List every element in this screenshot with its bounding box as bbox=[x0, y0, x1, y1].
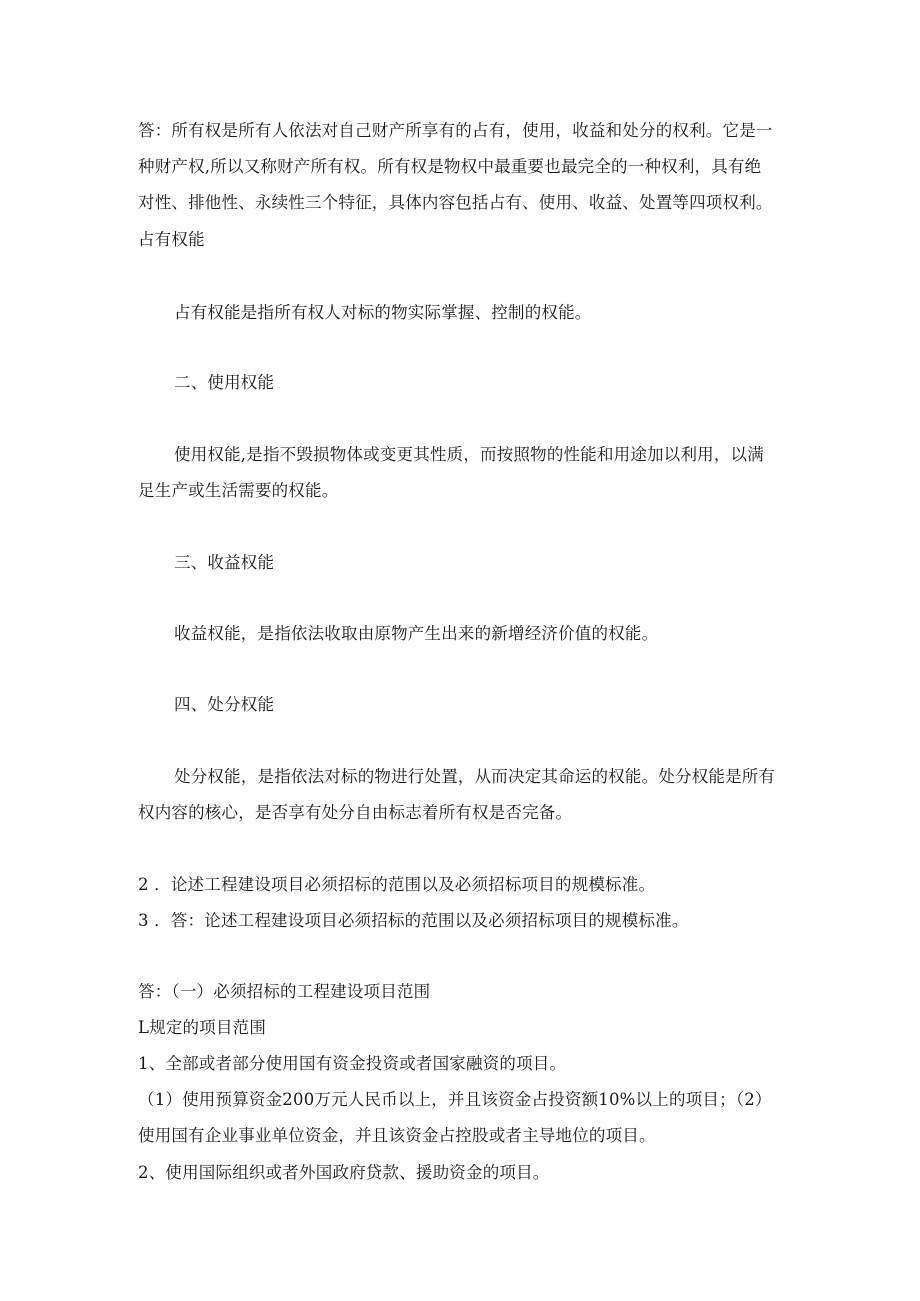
paragraph-line: 占有权能是指所有权人对标的物实际掌握、控制的权能。 bbox=[174, 303, 592, 322]
section-heading: 四、处分权能 bbox=[174, 695, 275, 714]
subheading: L规定的项目范围 bbox=[138, 1018, 267, 1037]
question-item: 2 ．论述工程建设项目必须招标的范围以及必须招标项目的规模标准。 bbox=[138, 875, 656, 894]
section-heading: 二、使用权能 bbox=[174, 373, 275, 392]
paragraph-line: 处分权能，是指依法对标的物进行处置，从而决定其命运的权能。处分权能是所有 bbox=[174, 767, 776, 786]
paragraph-line: 收益权能，是指依法收取由原物产生出来的新增经济价值的权能。 bbox=[174, 624, 659, 643]
paragraph-line: 使用权能,是指不毁损物体或变更其性质，而按照物的性能和用途加以利用，以满 bbox=[174, 445, 764, 464]
paragraph-line: 足生产或生活需要的权能。 bbox=[138, 481, 339, 500]
paragraph-line: 种财产权,所以又称财产所有权。所有权是物权中最重要也最完全的一种权利，具有绝 bbox=[138, 157, 762, 176]
list-item: 2、使用国际组织或者外国政府贷款、援助资金的项目。 bbox=[138, 1163, 550, 1182]
paragraph-line: 权内容的核心，是否享有处分自由标志着所有权是否完备。 bbox=[138, 803, 573, 822]
paragraph-line: 答：所有权是所有人依法对自己财产所享有的占有，使用，收益和处分的权利。它是一 bbox=[138, 121, 773, 140]
question-item: 3 ．答：论述工程建设项目必须招标的范围以及必须招标项目的规模标准。 bbox=[138, 911, 689, 930]
list-item: 1、全部或者部分使用国有资金投资或者国家融资的项目。 bbox=[138, 1054, 567, 1073]
section-heading: 三、收益权能 bbox=[174, 553, 275, 572]
paragraph-line: 对性、排他性、永续性三个特征，具体内容包括占有、使用、收益、处置等四项权利。 bbox=[138, 193, 773, 212]
section-heading: 占有权能 bbox=[138, 230, 205, 249]
list-item: 使用国有企业事业单位资金，并且该资金占控股或者主导地位的项目。 bbox=[138, 1126, 656, 1145]
answer-heading: 答：（一）必须招标的工程建设项目范围 bbox=[138, 982, 431, 1001]
list-item: （1）使用预算资金200万元人民币以上，并且该资金占投资额10%以上的项目；（2） bbox=[138, 1090, 772, 1109]
